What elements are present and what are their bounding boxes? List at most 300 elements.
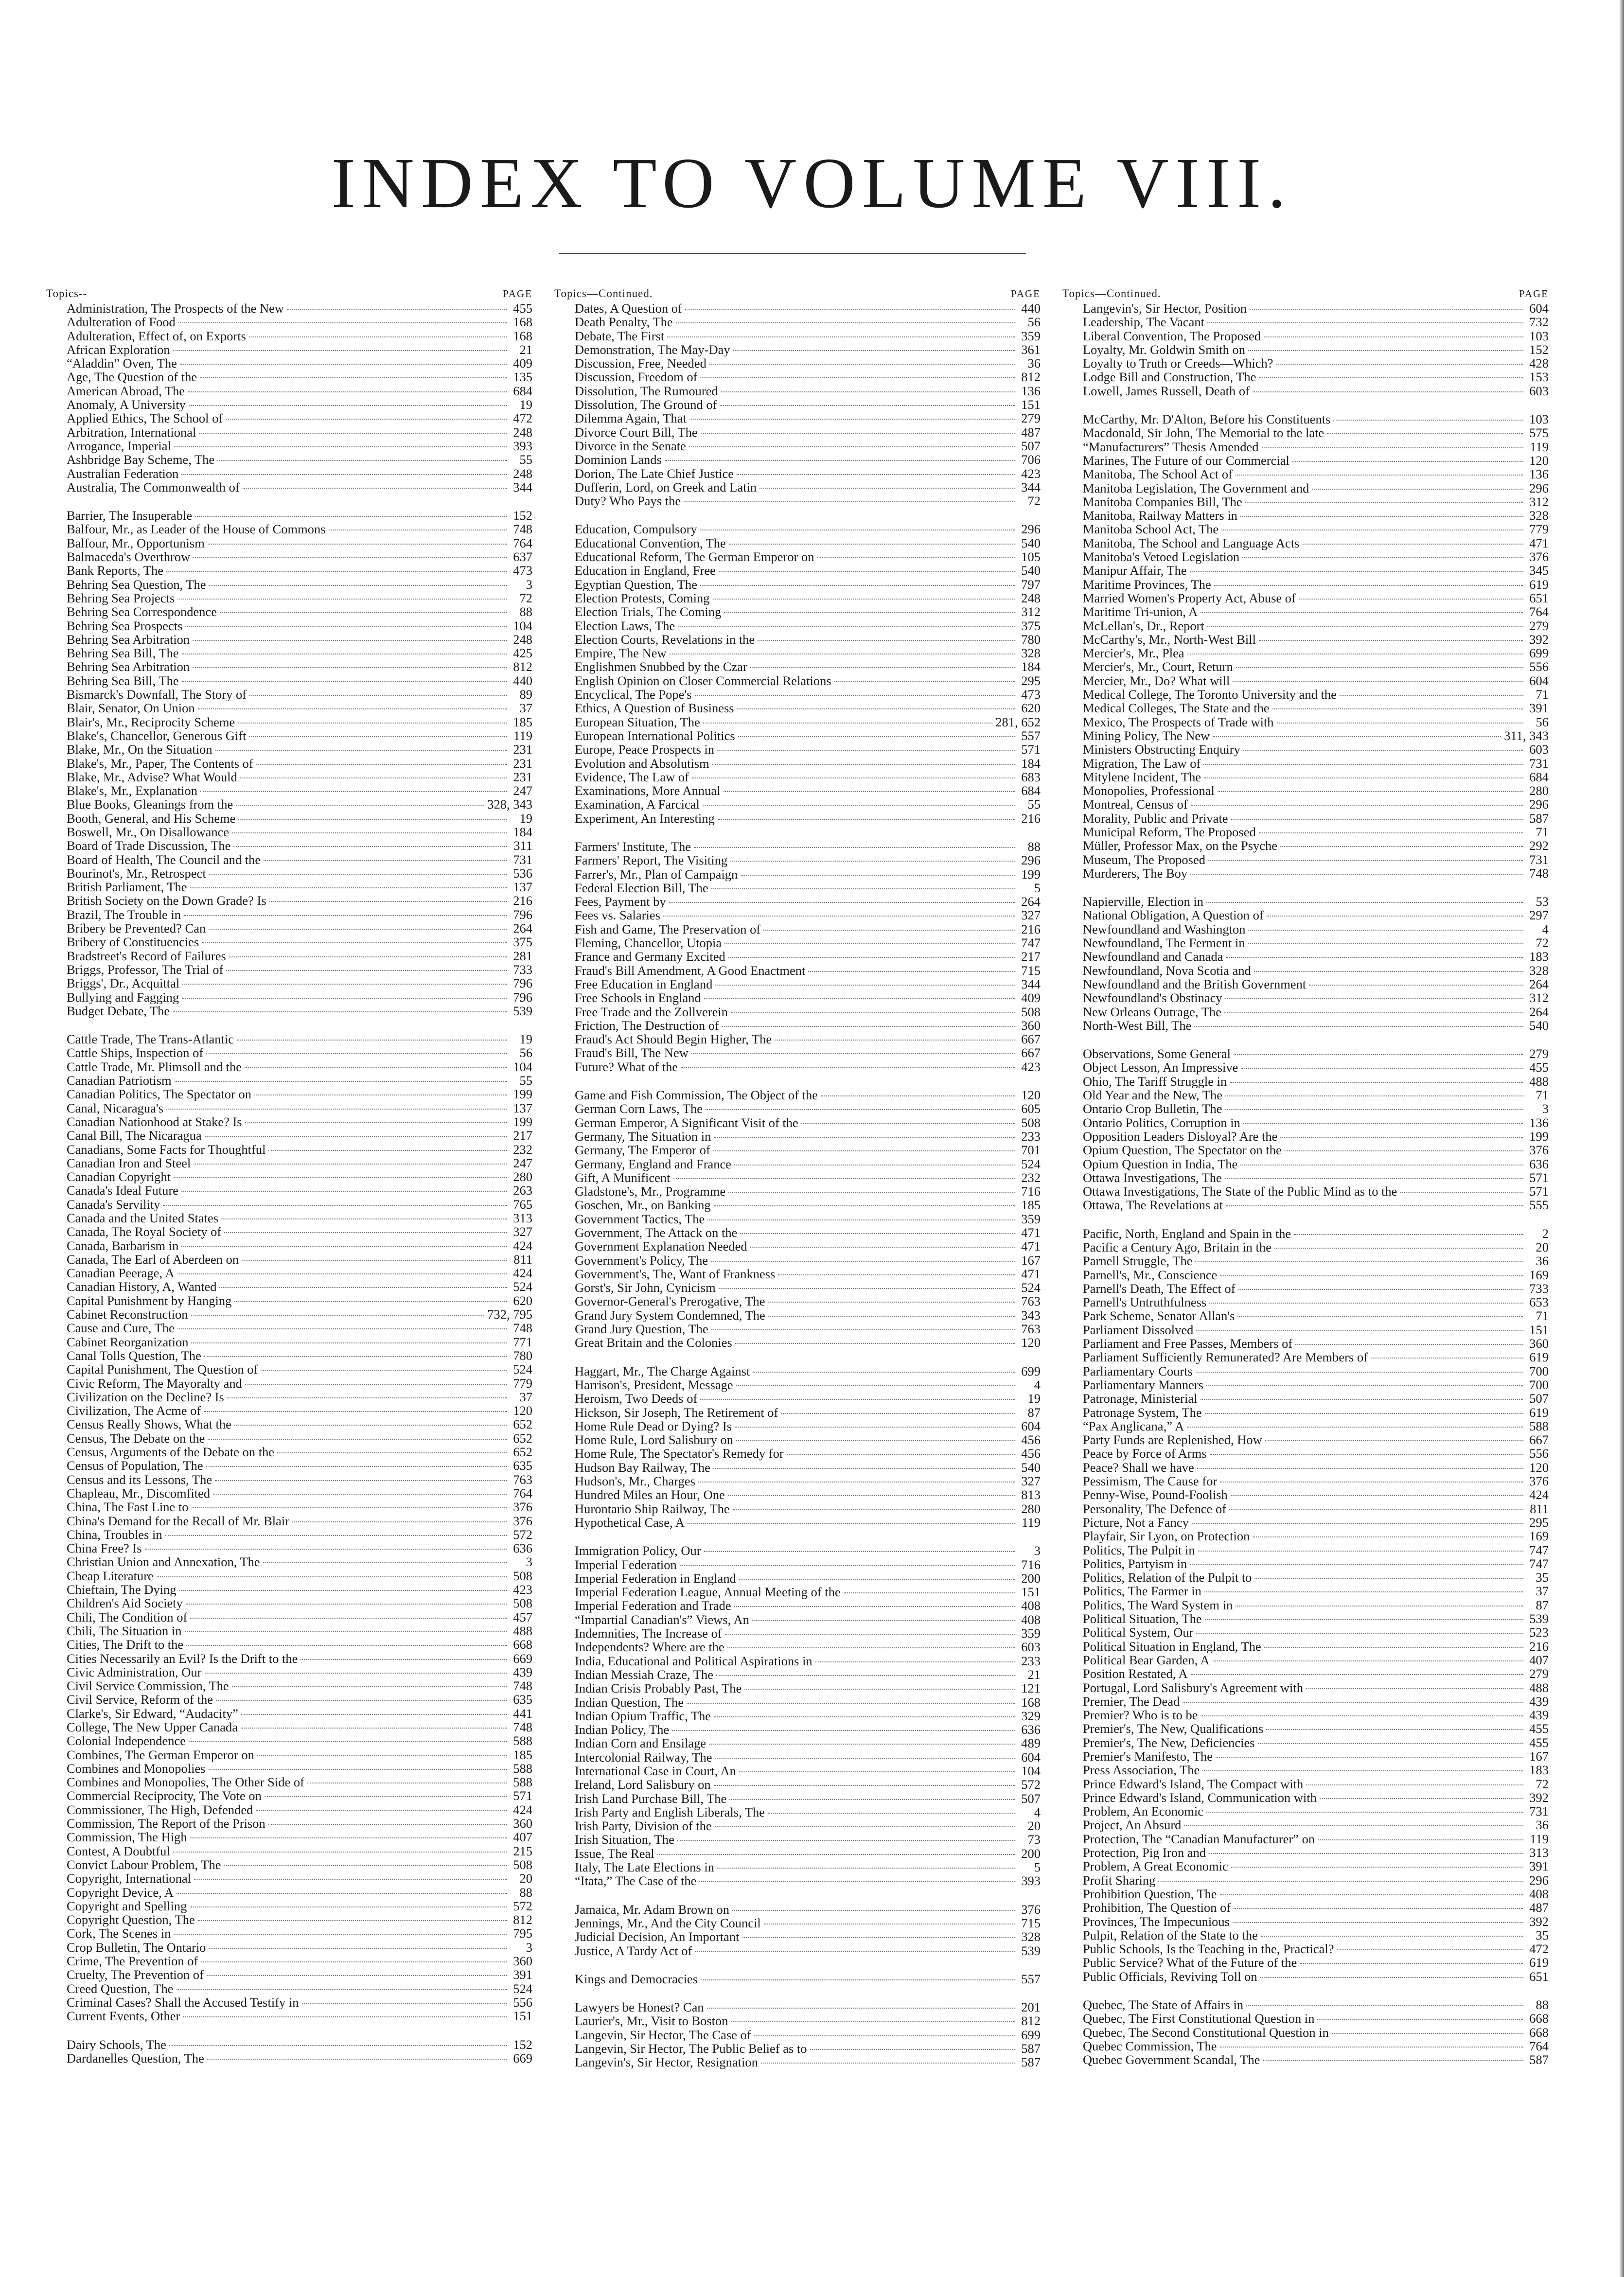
index-entry xyxy=(1062,509,1549,522)
dot-leader xyxy=(1261,1936,1523,1937)
entry-page-number: 296 xyxy=(1021,853,1041,868)
index-entry xyxy=(46,1830,532,1844)
index-entry xyxy=(554,922,1041,936)
entry-page-number: 731 xyxy=(513,852,532,867)
entry-topic: Political Situation, The xyxy=(1083,1612,1202,1626)
entry-page-number: 635 xyxy=(513,1458,532,1473)
entry-topic: Census and its Lessons, The xyxy=(67,1472,212,1486)
dot-leader xyxy=(1318,1839,1523,1840)
entry-topic: Blair's, Mr., Reciprocity Scheme xyxy=(67,715,235,729)
dot-leader xyxy=(678,626,1015,627)
dot-leader xyxy=(182,984,507,985)
entry-page-number: 439 xyxy=(513,1664,532,1679)
dot-leader xyxy=(208,1439,507,1440)
entry-page-number: 473 xyxy=(1021,687,1041,702)
entry-topic: German Emperor, A Significant Visit of the xyxy=(575,1115,798,1130)
entry-topic: Indian Opium Traffic, The xyxy=(575,1709,711,1723)
entry-page-number: 556 xyxy=(513,1995,532,2010)
entry-topic: European International Politics xyxy=(575,728,735,743)
index-entry xyxy=(554,591,1041,605)
entry-page-number: 471 xyxy=(1529,535,1549,550)
entry-topic: China Free? Is xyxy=(67,1541,142,1555)
entry-topic: China's Demand for the Recall of Mr. Blair xyxy=(67,1514,290,1528)
entry-topic: Civil Service, Reform of the xyxy=(67,1693,213,1707)
dot-leader xyxy=(714,1785,1015,1786)
entry-page-number: 796 xyxy=(513,989,532,1005)
dot-leader xyxy=(198,708,507,709)
entry-topic: Civic Reform, The Mayoralty and xyxy=(67,1376,242,1390)
entry-page-number: 539 xyxy=(1021,1943,1041,1958)
index-entry xyxy=(1062,1406,1549,1419)
entry-page-number: 424 xyxy=(513,1238,532,1253)
dot-leader xyxy=(692,777,1015,778)
entry-topic: Germany, The Emperor of xyxy=(575,1143,710,1157)
dot-leader xyxy=(177,1893,507,1894)
entry-topic: Issue, The Real xyxy=(575,1846,654,1861)
entry-topic: Maritime Provinces, The xyxy=(1083,577,1211,591)
index-entry xyxy=(1062,578,1549,591)
entry-page-number: 103 xyxy=(1529,328,1549,343)
index-entry xyxy=(554,370,1041,384)
entry-topic: Combines, The German Emperor on xyxy=(67,1747,254,1762)
dot-leader xyxy=(1248,930,1523,931)
dot-leader xyxy=(254,1094,507,1095)
index-entry xyxy=(46,701,532,715)
dot-leader xyxy=(179,1590,507,1591)
entry-topic: Ohio, The Tariff Struggle in xyxy=(1083,1074,1227,1089)
index-entry xyxy=(46,866,532,880)
dot-leader xyxy=(1210,1454,1523,1455)
index-entry xyxy=(554,356,1041,370)
entry-topic: Age, The Question of the xyxy=(67,370,197,384)
index-entry xyxy=(554,1847,1041,1860)
entry-topic: Civic Administration, Our xyxy=(67,1665,202,1679)
index-entry xyxy=(554,425,1041,439)
entry-page-number: 216 xyxy=(1021,921,1041,936)
index-entry xyxy=(1062,1529,1549,1543)
index-entry xyxy=(1062,1227,1549,1240)
dot-leader xyxy=(205,1673,508,1674)
entry-page-number: 169 xyxy=(1529,1529,1549,1544)
entry-page-number: 359 xyxy=(1021,1211,1041,1226)
entry-page-number: 635 xyxy=(513,1692,532,1707)
entry-page-number: 19 xyxy=(519,397,532,412)
entry-topic: Bullying and Fagging xyxy=(67,990,179,1004)
entry-topic: Fleming, Chancellor, Utopia xyxy=(575,936,722,950)
index-entry xyxy=(1062,2053,1549,2066)
index-entry xyxy=(554,1640,1041,1654)
dot-leader xyxy=(742,1937,1015,1938)
index-entry xyxy=(46,1143,532,1156)
entry-topic: Census, The Debate on the xyxy=(67,1431,205,1446)
entry-page-number: 748 xyxy=(513,1719,532,1734)
entry-topic: Parliamentary Courts xyxy=(1083,1364,1193,1378)
index-entry xyxy=(1062,742,1549,756)
dot-leader xyxy=(1332,2033,1523,2034)
entry-topic: Great Britain and the Colonies xyxy=(575,1336,732,1350)
entry-page-number: 571 xyxy=(1021,742,1041,757)
dot-leader xyxy=(731,1012,1015,1013)
group-spacer xyxy=(554,1529,1041,1544)
dot-leader xyxy=(691,1053,1015,1054)
dot-leader xyxy=(1265,1440,1523,1441)
entry-topic: Napierville, Election in xyxy=(1083,895,1203,909)
entry-topic: Leadership, The Vacant xyxy=(1083,315,1204,329)
entry-topic: Parliament and Free Passes, Members of xyxy=(1083,1337,1293,1351)
entry-page-number: 587 xyxy=(1021,2041,1041,2056)
entry-page-number: 152 xyxy=(513,508,532,523)
entry-topic: Mercier's, Mr., Court, Return xyxy=(1083,660,1233,674)
entry-topic: Mercier, Mr., Do? What will xyxy=(1083,673,1230,688)
index-entry xyxy=(1062,1075,1549,1088)
index-entry xyxy=(554,964,1041,977)
dot-leader xyxy=(1198,1551,1523,1552)
index-entry xyxy=(46,1211,532,1225)
dot-leader xyxy=(1272,708,1523,709)
entry-topic: Political Bear Garden, A xyxy=(1083,1653,1210,1667)
entry-topic: Canadian Nationhood at Stake? Is xyxy=(67,1114,242,1129)
dot-leader xyxy=(1280,1137,1523,1138)
entry-topic: College, The New Upper Canada xyxy=(67,1720,238,1734)
entry-page-number: 424 xyxy=(1529,1487,1549,1502)
index-entry xyxy=(1062,315,1549,329)
index-entry xyxy=(554,1281,1041,1294)
entry-topic: Manitoba, The School Act of xyxy=(1083,467,1233,481)
entry-page-number: 119 xyxy=(1530,439,1549,454)
entry-topic: Cattle Trade, The Trans-Atlantic xyxy=(67,1032,234,1046)
entry-topic: Quebec Government Scandal, The xyxy=(1083,2053,1260,2067)
dot-leader xyxy=(209,1948,507,1949)
page-column-label: PAGE xyxy=(503,288,532,300)
index-entry xyxy=(554,564,1041,577)
index-entry xyxy=(46,1871,532,1885)
dot-leader xyxy=(204,1411,507,1412)
entry-topic: Manitoba Legislation, The Government and xyxy=(1083,481,1309,495)
entry-page-number: 185 xyxy=(513,1747,532,1762)
entry-topic: Friction, The Destruction of xyxy=(575,1018,719,1033)
index-entry xyxy=(46,935,532,949)
dot-leader xyxy=(1204,1591,1523,1592)
index-entry xyxy=(554,1681,1041,1695)
entry-topic: “Itata,” The Case of the xyxy=(575,1874,697,1888)
index-entry xyxy=(554,1903,1041,1916)
entry-topic: Imperial Federation and Trade xyxy=(575,1599,731,1613)
index-entry xyxy=(1062,564,1549,577)
entry-page-number: 440 xyxy=(1021,301,1041,316)
entry-topic: Laurier's, Mr., Visit to Boston xyxy=(575,2014,728,2028)
index-entry xyxy=(554,1750,1041,1764)
entry-page-number: 408 xyxy=(1021,1598,1041,1613)
entry-page-number: 780 xyxy=(1021,632,1041,647)
dot-leader xyxy=(720,405,1015,406)
entry-topic: Behring Sea Arbitration xyxy=(67,660,190,674)
index-entry xyxy=(46,1803,532,1817)
index-entry xyxy=(46,1899,532,1913)
dot-leader xyxy=(1292,461,1523,462)
entry-topic: Government, The Attack on the xyxy=(575,1226,738,1240)
dot-leader xyxy=(166,1109,507,1110)
entry-page-number: 295 xyxy=(1021,673,1041,688)
index-entry xyxy=(554,936,1041,950)
entry-page-number: 669 xyxy=(513,2050,532,2065)
entry-page-number: 391 xyxy=(513,1967,532,1982)
entry-topic: Commercial Reciprocity, The Vote on xyxy=(67,1789,262,1803)
entry-topic: Discussion, Free, Needed xyxy=(575,356,706,371)
index-entry xyxy=(46,1417,532,1431)
entry-page-number: 652 xyxy=(513,1445,532,1460)
dot-leader xyxy=(234,1301,507,1302)
dot-leader xyxy=(1306,1784,1523,1785)
index-entry xyxy=(1062,991,1549,1005)
dot-leader xyxy=(680,1565,1015,1566)
entry-topic: Politics, Partyism in xyxy=(1083,1556,1187,1571)
entry-page-number: 487 xyxy=(1021,424,1041,440)
entry-topic: Evidence, The Law of xyxy=(575,770,689,784)
entry-page-number: 455 xyxy=(1529,1060,1549,1075)
index-entry xyxy=(554,1447,1041,1460)
entry-topic: Protection, Pig Iron and xyxy=(1083,1846,1206,1860)
entry-topic: Egyptian Question, The xyxy=(575,577,697,591)
entry-topic: Montreal, Census of xyxy=(1083,797,1188,812)
entry-topic: Ireland, Lord Salisbury on xyxy=(575,1778,711,1792)
page-edge-shadow xyxy=(1619,0,1624,2277)
group-spacer xyxy=(554,1350,1041,1364)
entry-page-number: 556 xyxy=(1529,1446,1549,1461)
entry-page-number: 508 xyxy=(1021,1115,1041,1130)
entry-page-number: 169 xyxy=(1529,1267,1549,1282)
dot-leader xyxy=(768,1302,1015,1303)
index-entry xyxy=(46,1500,532,1514)
index-entry xyxy=(1062,1047,1549,1060)
entry-topic: Indian Crisis Probably Past, The xyxy=(575,1681,742,1695)
index-entry xyxy=(554,1116,1041,1130)
entry-page-number: 587 xyxy=(1529,2052,1549,2067)
entry-page-number: 507 xyxy=(1021,1791,1041,1806)
dot-leader xyxy=(1233,1922,1523,1923)
entry-page-number: 264 xyxy=(1021,894,1041,909)
entry-topic: Jennings, Mr., And the City Council xyxy=(575,1916,761,1930)
entry-page-number: 296 xyxy=(1021,522,1041,537)
entry-topic: Langevin, Sir Hector, The Public Belief as to xyxy=(575,2042,807,2056)
entry-page-number: 345 xyxy=(1529,563,1549,578)
index-entry xyxy=(1062,646,1549,660)
dot-leader xyxy=(701,433,1015,434)
entry-topic: Hudson's, Mr., Charges xyxy=(575,1474,695,1488)
entry-page-number: 136 xyxy=(1021,383,1041,398)
dot-leader xyxy=(768,1813,1015,1814)
entry-page-number: 539 xyxy=(1529,1611,1549,1626)
index-entry xyxy=(1062,1309,1549,1323)
entry-topic: Governor-General's Prerogative, The xyxy=(575,1294,765,1308)
entry-page-number: 488 xyxy=(1529,1074,1549,1089)
entry-page-number: 393 xyxy=(1021,1873,1041,1889)
entry-topic: Commission, The High xyxy=(67,1830,187,1844)
dot-leader xyxy=(752,1620,1015,1621)
entry-page-number: 780 xyxy=(513,1348,532,1363)
index-entry xyxy=(554,757,1041,770)
index-entry xyxy=(554,770,1041,784)
index-entry xyxy=(46,1941,532,1954)
dot-leader xyxy=(268,1150,507,1151)
entry-page-number: 587 xyxy=(1021,2055,1041,2070)
dot-leader xyxy=(1285,1150,1523,1151)
entry-page-number: 21 xyxy=(1027,1667,1041,1682)
entry-page-number: 653 xyxy=(1529,1295,1549,1310)
dot-leader xyxy=(738,736,1015,737)
dot-leader xyxy=(1237,1316,1523,1317)
entry-page-number: 507 xyxy=(1529,1391,1549,1406)
entry-page-number: 392 xyxy=(1529,1790,1549,1805)
index-entry xyxy=(1062,1184,1549,1198)
entry-page-number: 119 xyxy=(1022,1515,1041,1530)
dot-leader xyxy=(1194,1026,1523,1027)
index-entry xyxy=(1062,495,1549,509)
entry-topic: Criminal Cases? Shall the Accused Testify in xyxy=(67,1995,299,2010)
entry-topic: Loyalty, Mr. Goldwin Smith on xyxy=(1083,342,1245,357)
index-entry xyxy=(554,646,1041,660)
entry-page-number: 104 xyxy=(513,1059,532,1074)
dot-leader xyxy=(681,1067,1015,1068)
index-entry xyxy=(1062,1749,1549,1763)
index-entry xyxy=(1062,895,1549,908)
entry-page-number: 328 xyxy=(1021,1929,1041,1944)
index-entry xyxy=(554,1060,1041,1074)
dot-leader xyxy=(713,1150,1015,1151)
index-entry xyxy=(1062,370,1549,384)
dot-leader xyxy=(676,322,1015,323)
dot-leader xyxy=(209,1769,507,1770)
dot-leader xyxy=(787,1454,1015,1455)
entry-page-number: 21 xyxy=(519,342,532,357)
entry-page-number: 683 xyxy=(1021,769,1041,784)
dot-leader xyxy=(224,1865,507,1866)
entry-page-number: 557 xyxy=(1021,728,1041,743)
dot-leader xyxy=(724,791,1015,792)
entry-topic: Election Courts, Revelations in the xyxy=(575,632,755,647)
entry-topic: Justice, A Tardy Act of xyxy=(575,1943,692,1958)
entry-topic: Protection, The “Canadian Manufacturer” on xyxy=(1083,1832,1315,1846)
entry-topic: Government's Policy, The xyxy=(575,1253,708,1267)
dot-leader xyxy=(1195,1261,1523,1262)
index-entry xyxy=(46,1294,532,1307)
entry-topic: Canada, Barbarism in xyxy=(67,1238,179,1253)
index-entry xyxy=(1062,1956,1549,1969)
dot-leader xyxy=(1205,1619,1523,1620)
dot-leader xyxy=(711,1261,1015,1262)
entry-topic: Dissolution, The Rumoured xyxy=(575,384,718,398)
entry-topic: Liberal Convention, The Proposed xyxy=(1083,329,1261,343)
dot-leader xyxy=(1253,1536,1523,1537)
dot-leader xyxy=(209,874,507,875)
dot-leader xyxy=(1242,557,1523,558)
entry-page-number: 72 xyxy=(1536,936,1549,951)
entry-topic: Maritime Tri-union, A xyxy=(1083,605,1198,619)
entry-page-number: 619 xyxy=(1529,1350,1549,1365)
index-entry xyxy=(46,770,532,784)
dot-leader xyxy=(232,1686,507,1687)
index-entry xyxy=(1062,1516,1549,1529)
entry-page-number: 88 xyxy=(519,1885,532,1900)
index-entry xyxy=(46,1156,532,1170)
entry-topic: Imperial Federation in England xyxy=(575,1571,736,1586)
entry-topic: Irish Situation, The xyxy=(575,1833,674,1847)
dot-leader xyxy=(221,1218,507,1219)
dot-leader xyxy=(1187,1427,1523,1428)
entry-page-number: 168 xyxy=(1021,1695,1041,1710)
dot-leader xyxy=(707,1219,1015,1220)
index-entry xyxy=(46,1720,532,1734)
entry-page-number: 812 xyxy=(1021,2013,1041,2029)
index-entry xyxy=(1062,2026,1549,2039)
entry-topic: Canada and the United States xyxy=(67,1211,219,1225)
entry-topic: European Situation, The xyxy=(575,715,700,729)
entry-page-number: 472 xyxy=(1529,1942,1549,1957)
entry-topic: Project, An Absurd xyxy=(1083,1818,1182,1832)
dot-leader xyxy=(174,1177,507,1178)
dot-leader xyxy=(1216,1757,1523,1758)
dot-leader xyxy=(1280,846,1523,847)
entry-topic: Divorce in the Senate xyxy=(575,439,686,453)
dot-leader xyxy=(1225,1178,1523,1179)
column-heading xyxy=(554,287,1041,301)
entry-page-number: 55 xyxy=(1027,797,1041,812)
index-entry xyxy=(554,2000,1041,2014)
dot-leader xyxy=(173,1852,507,1853)
dot-leader xyxy=(768,1316,1015,1317)
index-entry xyxy=(554,1723,1041,1736)
entry-page-number: 604 xyxy=(1529,673,1549,688)
index-entry xyxy=(1062,797,1549,811)
index-entry xyxy=(46,1844,532,1858)
dot-leader xyxy=(1225,1095,1523,1096)
index-entry xyxy=(46,1349,532,1362)
entry-page-number: 556 xyxy=(1529,659,1549,674)
dot-leader xyxy=(238,723,507,724)
dot-leader xyxy=(711,888,1015,889)
column-heading xyxy=(1062,287,1549,301)
index-entry xyxy=(1062,1102,1549,1115)
entries-list xyxy=(1062,301,1549,2067)
entry-topic: Hickson, Sir Joseph, The Retirement of xyxy=(575,1405,778,1419)
dot-leader xyxy=(1303,544,1524,545)
index-entry xyxy=(554,1778,1041,1791)
dot-leader xyxy=(1333,420,1523,421)
group-spacer xyxy=(1062,1212,1549,1227)
group-spacer xyxy=(554,1074,1041,1088)
dot-leader xyxy=(1253,391,1523,392)
entry-topic: Premier's, The New, Deficiencies xyxy=(1083,1735,1255,1749)
entry-page-number: 167 xyxy=(1529,1748,1549,1764)
index-entry xyxy=(554,797,1041,811)
dot-leader xyxy=(687,1703,1015,1704)
entry-topic: Manitoba, The School and Language Acts xyxy=(1083,536,1300,550)
index-entry xyxy=(1062,1736,1549,1749)
entry-page-number: 376 xyxy=(513,1513,532,1528)
entry-topic: Dissolution, The Ground of xyxy=(575,398,717,412)
entry-topic: Harrison's, President, Message xyxy=(575,1377,733,1392)
index-entry xyxy=(46,1115,532,1129)
entry-topic: Applied Ethics, The School of xyxy=(67,411,223,425)
entry-page-number: 135 xyxy=(513,370,532,385)
dot-leader xyxy=(754,2035,1015,2036)
index-entry xyxy=(554,1805,1041,1819)
index-entry xyxy=(1062,1461,1549,1474)
dot-leader xyxy=(302,2003,507,2004)
index-entry xyxy=(1062,454,1549,467)
index-entry xyxy=(1062,1777,1549,1791)
index-entry xyxy=(1062,908,1549,922)
index-entry xyxy=(46,715,532,729)
